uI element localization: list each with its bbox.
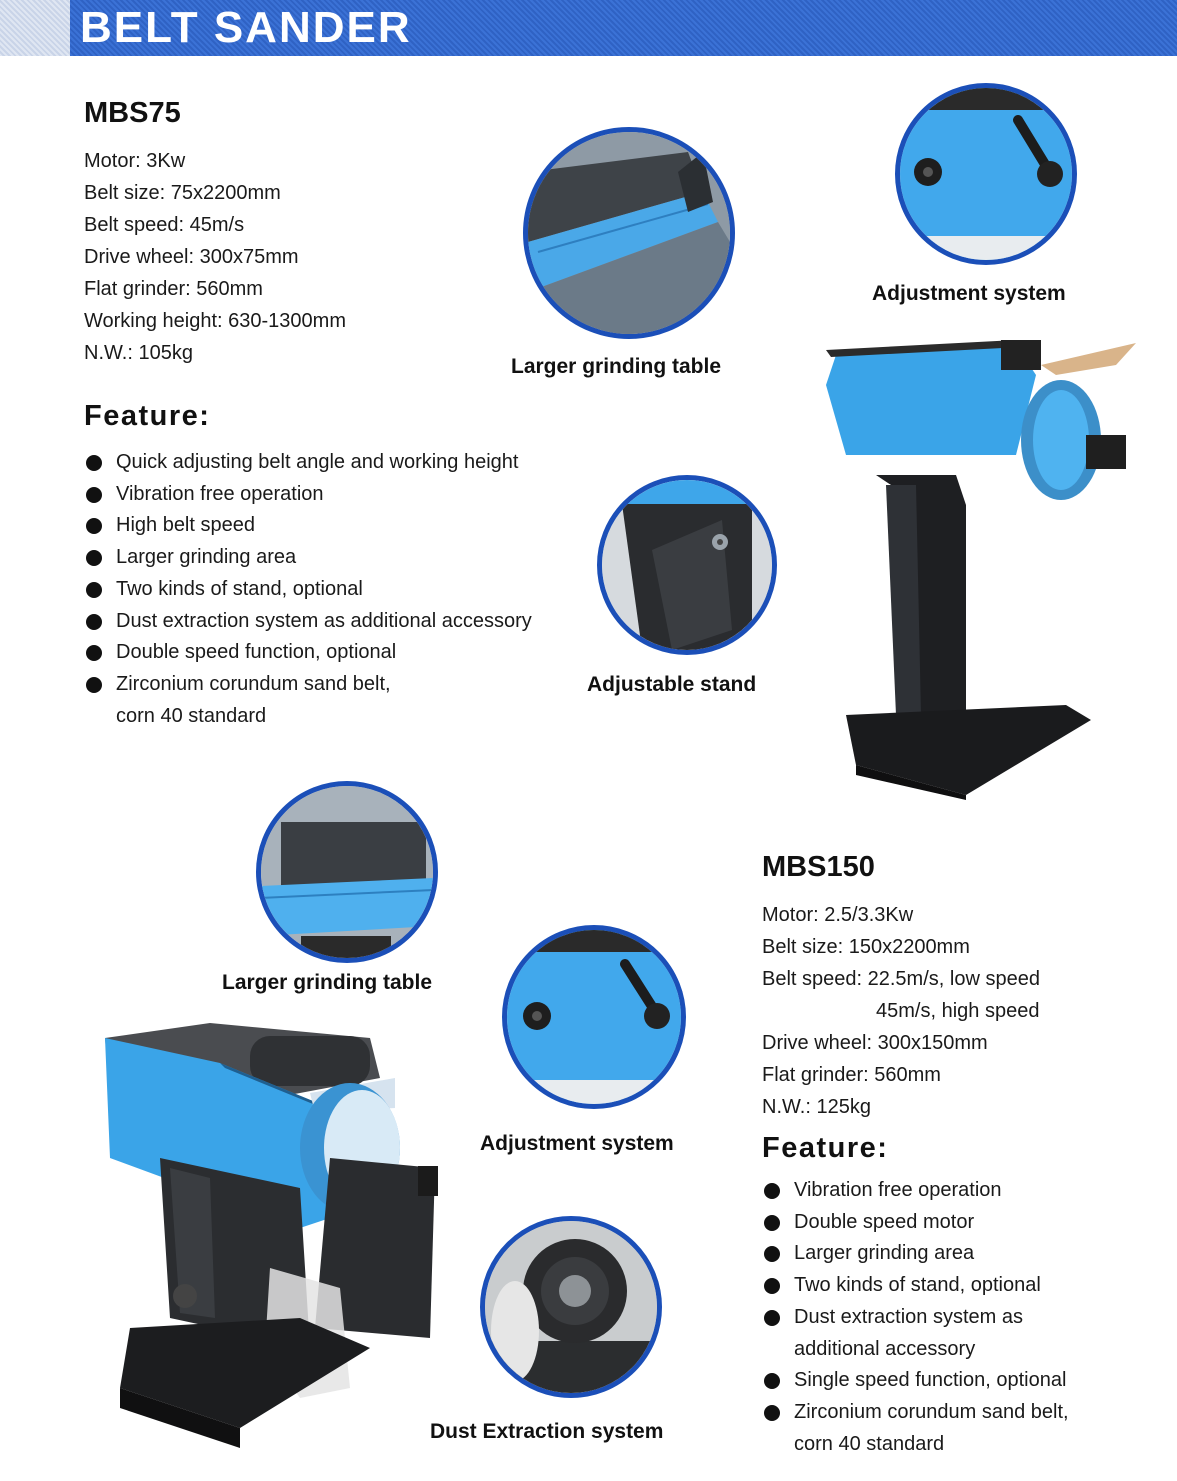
- mbs75-feature-list: [84, 447, 532, 732]
- mbs75-specs: [84, 145, 346, 369]
- mbs75-caption-grinding-table: Larger grinding table: [511, 355, 722, 378]
- list-item: Vibration free operation: [762, 1175, 1069, 1207]
- mbs75-spec-belt-size: Belt size: 75x2200mm: [84, 182, 281, 204]
- mbs150-spec-weight: N.W.: 125kg: [762, 1096, 871, 1118]
- mbs150-feature-list: [762, 1175, 1069, 1460]
- title-banner: [0, 0, 1177, 56]
- list-item: Larger grinding area: [84, 542, 532, 574]
- mbs150-spec-flat-grinder: Flat grinder: 560mm: [762, 1064, 941, 1086]
- mbs150-feature-title: Feature:: [762, 1132, 889, 1164]
- list-item: Two kinds of stand, optional: [84, 574, 532, 606]
- list-item: Larger grinding area: [762, 1238, 1069, 1270]
- mbs150-grinding-table-detail-photo: [256, 781, 438, 963]
- list-item: Two kinds of stand, optional: [762, 1270, 1069, 1302]
- mbs150-caption-grinding-table: Larger grinding table: [222, 971, 433, 994]
- mbs75-spec-weight: N.W.: 105kg: [84, 342, 193, 364]
- mbs150-spec-belt-size: Belt size: 150x2200mm: [762, 936, 970, 958]
- mbs75-caption-adjustable-stand: Adjustable stand: [587, 673, 757, 696]
- mbs150-adjustment-system-detail-photo: [502, 925, 686, 1109]
- mbs150-spec-belt-speed-low: Belt speed: 22.5m/s, low speed: [762, 968, 1040, 990]
- adjustment-system-detail-photo: [895, 83, 1077, 265]
- adjustable-stand-detail-photo: [597, 475, 777, 655]
- mbs150-specs: [762, 899, 1040, 1123]
- mbs150-spec-motor: Motor: 2.5/3.3Kw: [762, 904, 914, 926]
- mbs75-model-title: MBS75: [84, 97, 181, 129]
- mbs75-spec-working-height: Working height: 630-1300mm: [84, 310, 346, 332]
- mbs75-caption-adjustment-system: Adjustment system: [872, 282, 1066, 305]
- mbs150-spec-belt-speed-high: 45m/s, high speed: [876, 1000, 1040, 1022]
- list-item: Vibration free operation: [84, 479, 532, 511]
- list-item-continuation: corn 40 standard: [794, 1432, 945, 1455]
- mbs150-caption-dust-extraction: Dust Extraction system: [430, 1420, 664, 1443]
- list-item: Zirconium corundum sand belt,: [762, 1397, 1069, 1429]
- dust-extraction-detail-photo: [480, 1216, 662, 1398]
- list-item: Dust extraction system as additional accessory: [84, 606, 532, 638]
- mbs75-spec-flat-grinder: Flat grinder: 560mm: [84, 278, 263, 300]
- mbs75-spec-belt-speed: Belt speed: 45m/s: [84, 214, 245, 236]
- mbs75-machine-photo: [816, 335, 1138, 800]
- page-title: BELT SANDER: [80, 3, 412, 52]
- mbs150-machine-photo: [100, 1018, 445, 1458]
- mbs150-model-title: MBS150: [762, 851, 875, 883]
- list-item: Double speed motor: [762, 1207, 1069, 1239]
- list-item: Single speed function, optional: [762, 1365, 1069, 1397]
- list-item: Zirconium corundum sand belt,: [84, 669, 532, 701]
- list-item: High belt speed: [84, 510, 532, 542]
- grinding-table-detail-photo: [523, 127, 735, 339]
- list-item: Quick adjusting belt angle and working height: [84, 447, 532, 479]
- mbs75-spec-motor: Motor: 3Kw: [84, 150, 186, 172]
- mbs150-caption-adjustment-system: Adjustment system: [480, 1132, 674, 1155]
- mbs75-feature-title: Feature:: [84, 400, 211, 432]
- list-item-continuation: additional accessory: [794, 1337, 976, 1360]
- mbs150-spec-drive-wheel: Drive wheel: 300x150mm: [762, 1032, 988, 1054]
- list-item-continuation: corn 40 standard: [116, 704, 267, 727]
- mbs75-spec-drive-wheel: Drive wheel: 300x75mm: [84, 246, 299, 268]
- list-item: Dust extraction system as: [762, 1302, 1069, 1334]
- list-item: Double speed function, optional: [84, 637, 532, 669]
- banner-accent: [0, 0, 70, 56]
